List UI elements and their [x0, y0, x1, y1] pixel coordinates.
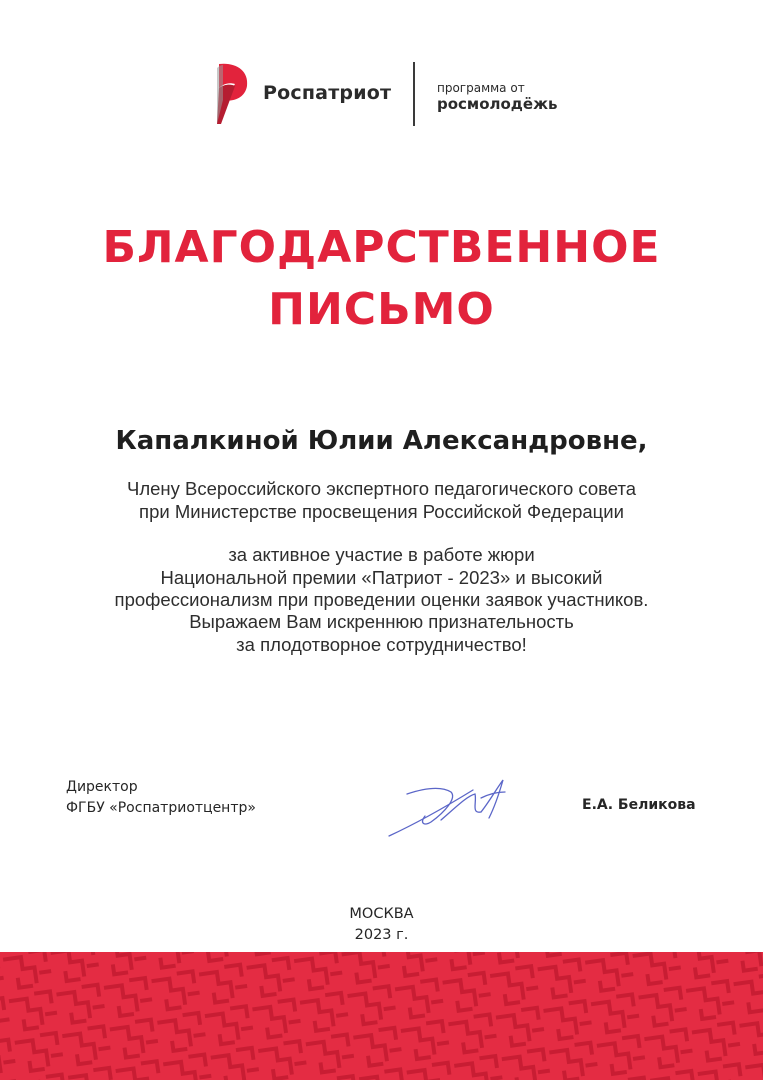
body-line-2: Национальной премии «Патриот - 2023» и высокий [160, 567, 603, 588]
document-title-line-2: ПИСЬМО [268, 284, 495, 335]
rospatriot-logo-icon [213, 60, 253, 128]
body-line-4: Выражаем Вам искреннюю признательность [189, 611, 574, 632]
document-title-line-1: БЛАГОДАРСТВЕННОЕ [102, 222, 661, 273]
rosmolodezh-logo-text: росмолодёжь [437, 95, 558, 113]
handwritten-signature [385, 772, 520, 844]
position-line-1: Члену Всероссийского экспертного педагогического совета [126, 478, 636, 499]
decorative-pattern-band [0, 952, 763, 1080]
body-line-1: за активное участие в работе жюри [228, 544, 535, 565]
logo-divider [413, 62, 415, 126]
position-line-2: при Министерстве просвещения Российской Федерации [139, 501, 624, 522]
year-label: 2023 г. [354, 927, 409, 943]
signatory-title-line-1: Директор [66, 779, 138, 795]
brand-name: Роспатриот [263, 82, 392, 104]
signatory-title-line-2: ФГБУ «Роспатриотцентр» [66, 800, 256, 816]
signatory-name: Е.А. Беликова [582, 797, 696, 813]
recipient-name: Капалкиной Юлии Александровне, [115, 426, 648, 456]
body-line-5: за плодотворное сотрудничество! [236, 634, 527, 655]
body-line-3: профессионализм при проведении оценки заявок участников. [114, 589, 649, 610]
city-label: МОСКВА [349, 906, 414, 922]
program-from-label: программа от [437, 81, 525, 95]
